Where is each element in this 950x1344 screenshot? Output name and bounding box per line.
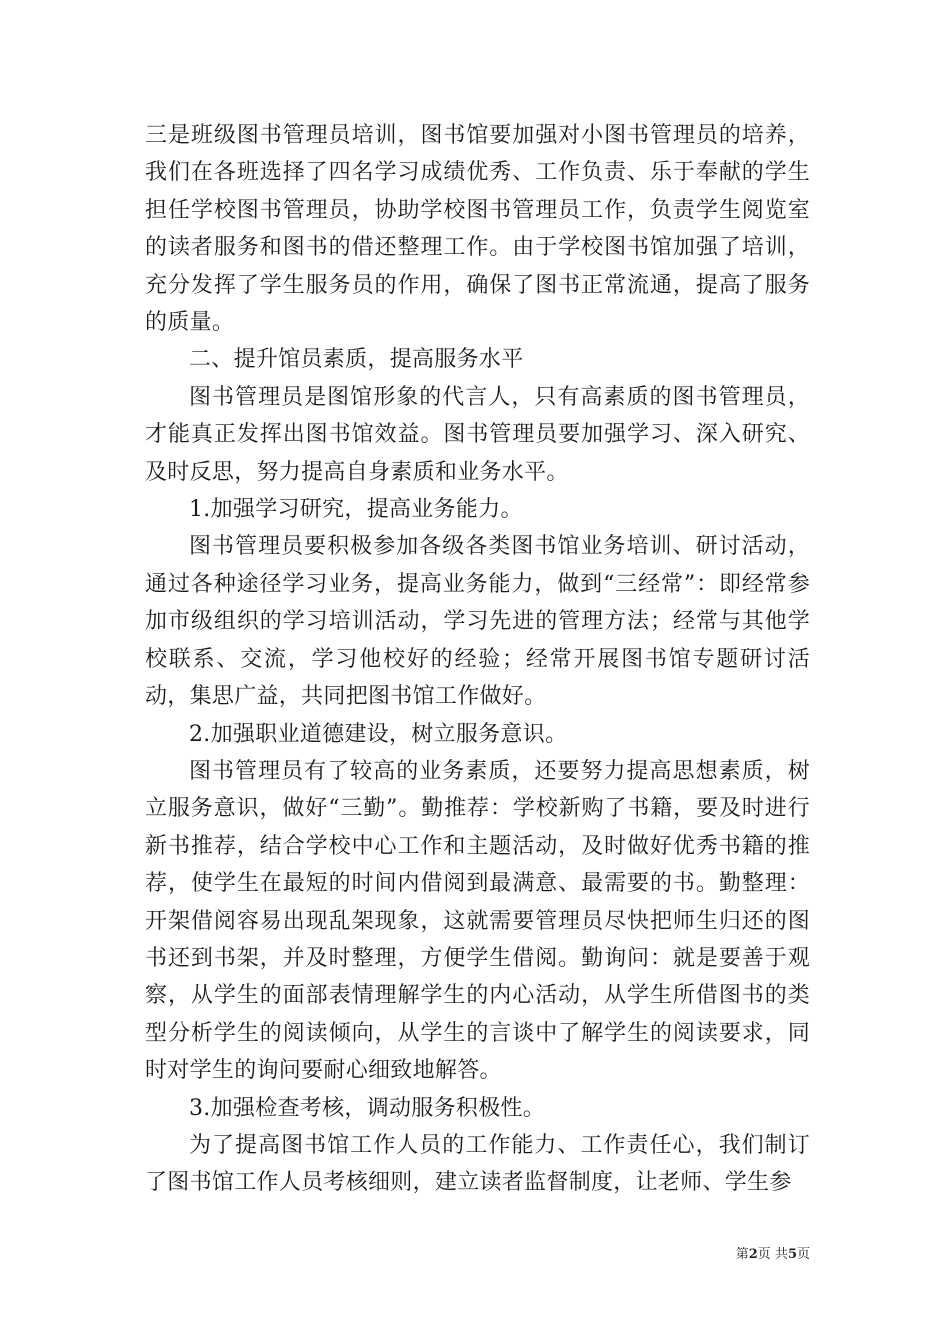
subheading-1: 1.加强学习研究，提高业务能力。 bbox=[189, 497, 523, 523]
footer-prefix: 第 bbox=[735, 1247, 749, 1262]
paragraph-5: 图书管理员要积极参加各级各类图书馆业务培训、研讨活动，通过各种途径学习业务，提高业务能力，做到“三经常”：即经常参加市级组织的学习培训活动，学习先进的管理方法；经常与其他学校联系、交流，学习他校好的经验；经常开展图书馆专题研讨活动，集思广益，共同把图书馆工作做好。 bbox=[145, 534, 810, 710]
total-page-number: 5 bbox=[787, 1247, 797, 1262]
paragraph-3: 图书管理员是图馆形象的代言人，只有高素质的图书管理员，才能真正发挥出图书馆效益。图书管理员要加强学习、深入研究、及时反思，努力提高自身素质和业务水平。 bbox=[145, 384, 810, 485]
subheading-3: 3.加强检查考核，调动服务积极性。 bbox=[189, 1095, 546, 1121]
paragraph-7: 图书管理员有了较高的业务素质，还要努力提高思想素质，树立服务意识，做好“三勤”。勤推荐：学校新购了书籍，要及时进行新书推荐，结合学校中心工作和主题活动，及时做好优秀书籍的推荐，使学生在最短的时间内借阅到最满意、最需要的书。勤整理：开架借阅容易出现乱架现象，这就需要管理员尽快把师生归还的图书还到书架，并及时整理，方便学生借阅。勤询问：就是要善于观察，从学生的面部表情理解学生的内心活动，从学生所借图书的类型分析学生的阅读倾向，从学生的言谈中了解学生的阅读要求，同时对学生的询问要耐心细致地解答。 bbox=[145, 758, 810, 1084]
section-heading-2: 二、提升馆员素质，提高服务水平 bbox=[189, 347, 524, 373]
subheading-2: 2.加强职业道德建设，树立服务意识。 bbox=[189, 721, 568, 747]
footer-middle: 页 共 bbox=[757, 1247, 788, 1262]
paragraph-9: 为了提高图书馆工作人员的工作能力、工作责任心，我们制订了图书馆工作人员考核细则，建立读者监督制度，让老师、学生参 bbox=[145, 1132, 810, 1196]
current-page-number: 2 bbox=[748, 1247, 758, 1262]
paragraph-1: 三是班级图书管理员培训，图书馆要加强对小图书管理员的培养，我们在各班选择了四名学习成绩优秀、工作负责、乐于奉献的学生担任学校图书管理员，协助学校图书管理员工作，负责学生阅览室的读者服务和图书的借还整理工作。由于学校图书馆加强了培训，充分发挥了学生服务员的作用，确保了图书正常流通，提高了服务的质量。 bbox=[145, 123, 810, 336]
page-footer bbox=[700, 1246, 810, 1264]
footer-suffix: 页 bbox=[796, 1247, 810, 1262]
document-body bbox=[145, 117, 810, 1202]
